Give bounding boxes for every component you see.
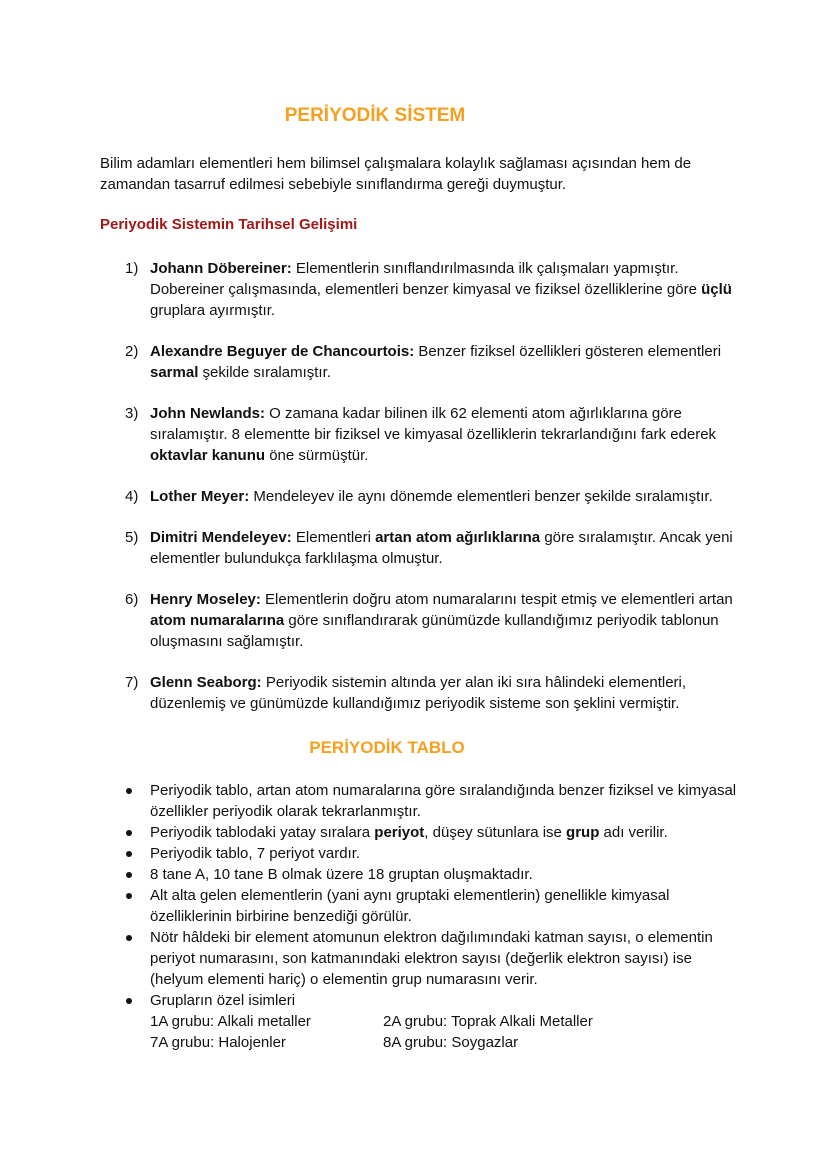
section-heading-table: PERİYODİK TABLO: [309, 738, 465, 757]
bullet-item: [100, 927, 740, 990]
bullet-item: [100, 822, 740, 843]
item-number: 2): [125, 343, 139, 360]
item-number: 7): [125, 674, 139, 691]
item-number: 3): [125, 405, 139, 422]
table-bullet-list: [100, 780, 740, 1053]
item-bold: atom numaralarına: [150, 612, 285, 629]
item-text: Periyodik sistemin altında yer alan iki sıra hâlindeki elementleri, düzenlemiş ve günümüzde kullandığımız periyodik sisteme son şeklini vermiştir.: [150, 674, 687, 712]
page-title-text: PERİYODİK SİSTEM: [284, 105, 466, 126]
list-item: [100, 486, 740, 507]
item-text: , düşey sütunlara ise: [424, 824, 567, 841]
scientist-name: Glenn Seaborg:: [150, 674, 262, 691]
bullet-icon: [126, 872, 132, 878]
bullet-icon: [126, 998, 132, 1004]
group-name: 2A grubu: Toprak Alkali Metaller: [383, 1013, 593, 1030]
item-text: adı verilir.: [599, 824, 668, 841]
item-text: 8 tane A, 10 tane B olmak üzere 18 gruptan oluşmaktadır.: [150, 866, 533, 883]
bullet-icon: [126, 851, 132, 857]
item-text: Benzer fiziksel özellikleri gösteren elementleri: [414, 343, 722, 360]
item-text: Alt alta gelen elementlerin (yani aynı gruptaki elementlerin) genellikle kimyasal özelliklerinin birbirine benzediği görülür.: [150, 887, 670, 925]
bullet-item: [100, 780, 740, 822]
item-text: gruplara ayırmıştır.: [150, 302, 276, 319]
item-text: göre sınıflandırarak günümüzde kullandığımız periyodik tablonun oluşmasını sağlamıştır.: [150, 612, 719, 650]
item-text: O zamana kadar bilinen ilk 62 elementi atom ağırlıklarına göre sıralamıştır. 8 elementte bir fiziksel ve kimyasal özelliklerin tekrarlandığını fark ederek: [150, 405, 717, 443]
item-text: Periyodik tablo, 7 periyot vardır.: [150, 845, 361, 862]
item-text: Elementlerin doğru atom numaralarını tespit etmiş ve elementleri artan: [260, 591, 733, 608]
item-bold: oktavlar kanunu: [150, 447, 266, 464]
item-number: 4): [125, 488, 139, 505]
scientist-name: Alexandre Beguyer de Chancourtois:: [150, 343, 415, 360]
item-bold: üçlü: [701, 281, 732, 298]
groups-row: [150, 1032, 740, 1053]
item-bold: periyot: [374, 824, 425, 841]
intro-paragraph: Bilim adamları elementleri hem bilimsel çalışmalara kolaylık sağlaması açısından hem de zamandan tasarruf edilmesi sebebiyle sınıflandırma gereği duymuştur.: [100, 155, 692, 193]
item-text: Mendeleyev ile aynı dönemde elementleri benzer şekilde sıralamıştır.: [249, 488, 713, 505]
scientist-name: Henry Moseley:: [150, 591, 261, 608]
bullet-icon: [126, 935, 132, 941]
groups-row: [150, 1011, 740, 1032]
item-text: öne sürmüştür.: [265, 447, 369, 464]
bullet-icon: [126, 788, 132, 794]
item-text: göre sıralamıştır. Ancak yeni elementler bulundukça farklılaşma olmuştur.: [150, 529, 733, 567]
group-name: 1A grubu: Alkali metaller: [150, 1013, 311, 1030]
list-item: [100, 589, 740, 652]
group-name: 8A grubu: Soygazlar: [383, 1034, 519, 1051]
item-text: Nötr hâldeki bir element atomunun elektron dağılımındaki katman sayısı, o elementin periyot numarasını, son katmanındaki elektron sayısı (değerlik elektron sayısı) ise (helyum elementi hariç) o elementin grup numarasını verir.: [150, 929, 713, 988]
item-text: Elementlerin sınıflandırılmasında ilk çalışmaları yapmıştır. Dobereiner çalışmasında, elementleri benzer kimyasal ve fiziksel özelliklerine göre: [150, 260, 702, 298]
item-text: Elementleri: [291, 529, 376, 546]
item-bold: sarmal: [150, 364, 199, 381]
section-heading-history: Periyodik Sistemin Tarihsel Gelişimi: [100, 216, 358, 233]
item-number: 1): [125, 260, 139, 277]
bullet-icon: [126, 893, 132, 899]
history-list: [100, 258, 740, 734]
item-number: 5): [125, 529, 139, 546]
item-bold: grup: [566, 824, 600, 841]
list-item: [100, 341, 740, 383]
page-title: [0, 105, 750, 127]
bullet-item-groups: [100, 990, 740, 1053]
scientist-name: Johann Döbereiner:: [150, 260, 292, 277]
bullet-item: [100, 864, 740, 885]
scientist-name: Dimitri Mendeleyev:: [150, 529, 292, 546]
list-item: [100, 403, 740, 466]
list-item: [100, 527, 740, 569]
bullet-item: [100, 843, 740, 864]
bullet-item: [100, 885, 740, 927]
bullet-icon: [126, 830, 132, 836]
list-item: [100, 672, 740, 714]
groups-label: Grupların özel isimleri: [150, 992, 296, 1009]
group-name: 7A grubu: Halojenler: [150, 1034, 286, 1051]
list-item: [100, 258, 740, 321]
item-number: 6): [125, 591, 139, 608]
item-text: şekilde sıralamıştır.: [198, 364, 331, 381]
scientist-name: John Newlands:: [150, 405, 266, 422]
item-text: Periyodik tablodaki yatay sıralara: [150, 824, 375, 841]
item-bold: artan atom ağırlıklarına: [375, 529, 541, 546]
item-text: Periyodik tablo, artan atom numaralarına göre sıralandığında benzer fiziksel ve kimyasal özellikler periyodik olarak tekrarlanmıştır.: [150, 782, 737, 820]
scientist-name: Lother Meyer:: [150, 488, 250, 505]
